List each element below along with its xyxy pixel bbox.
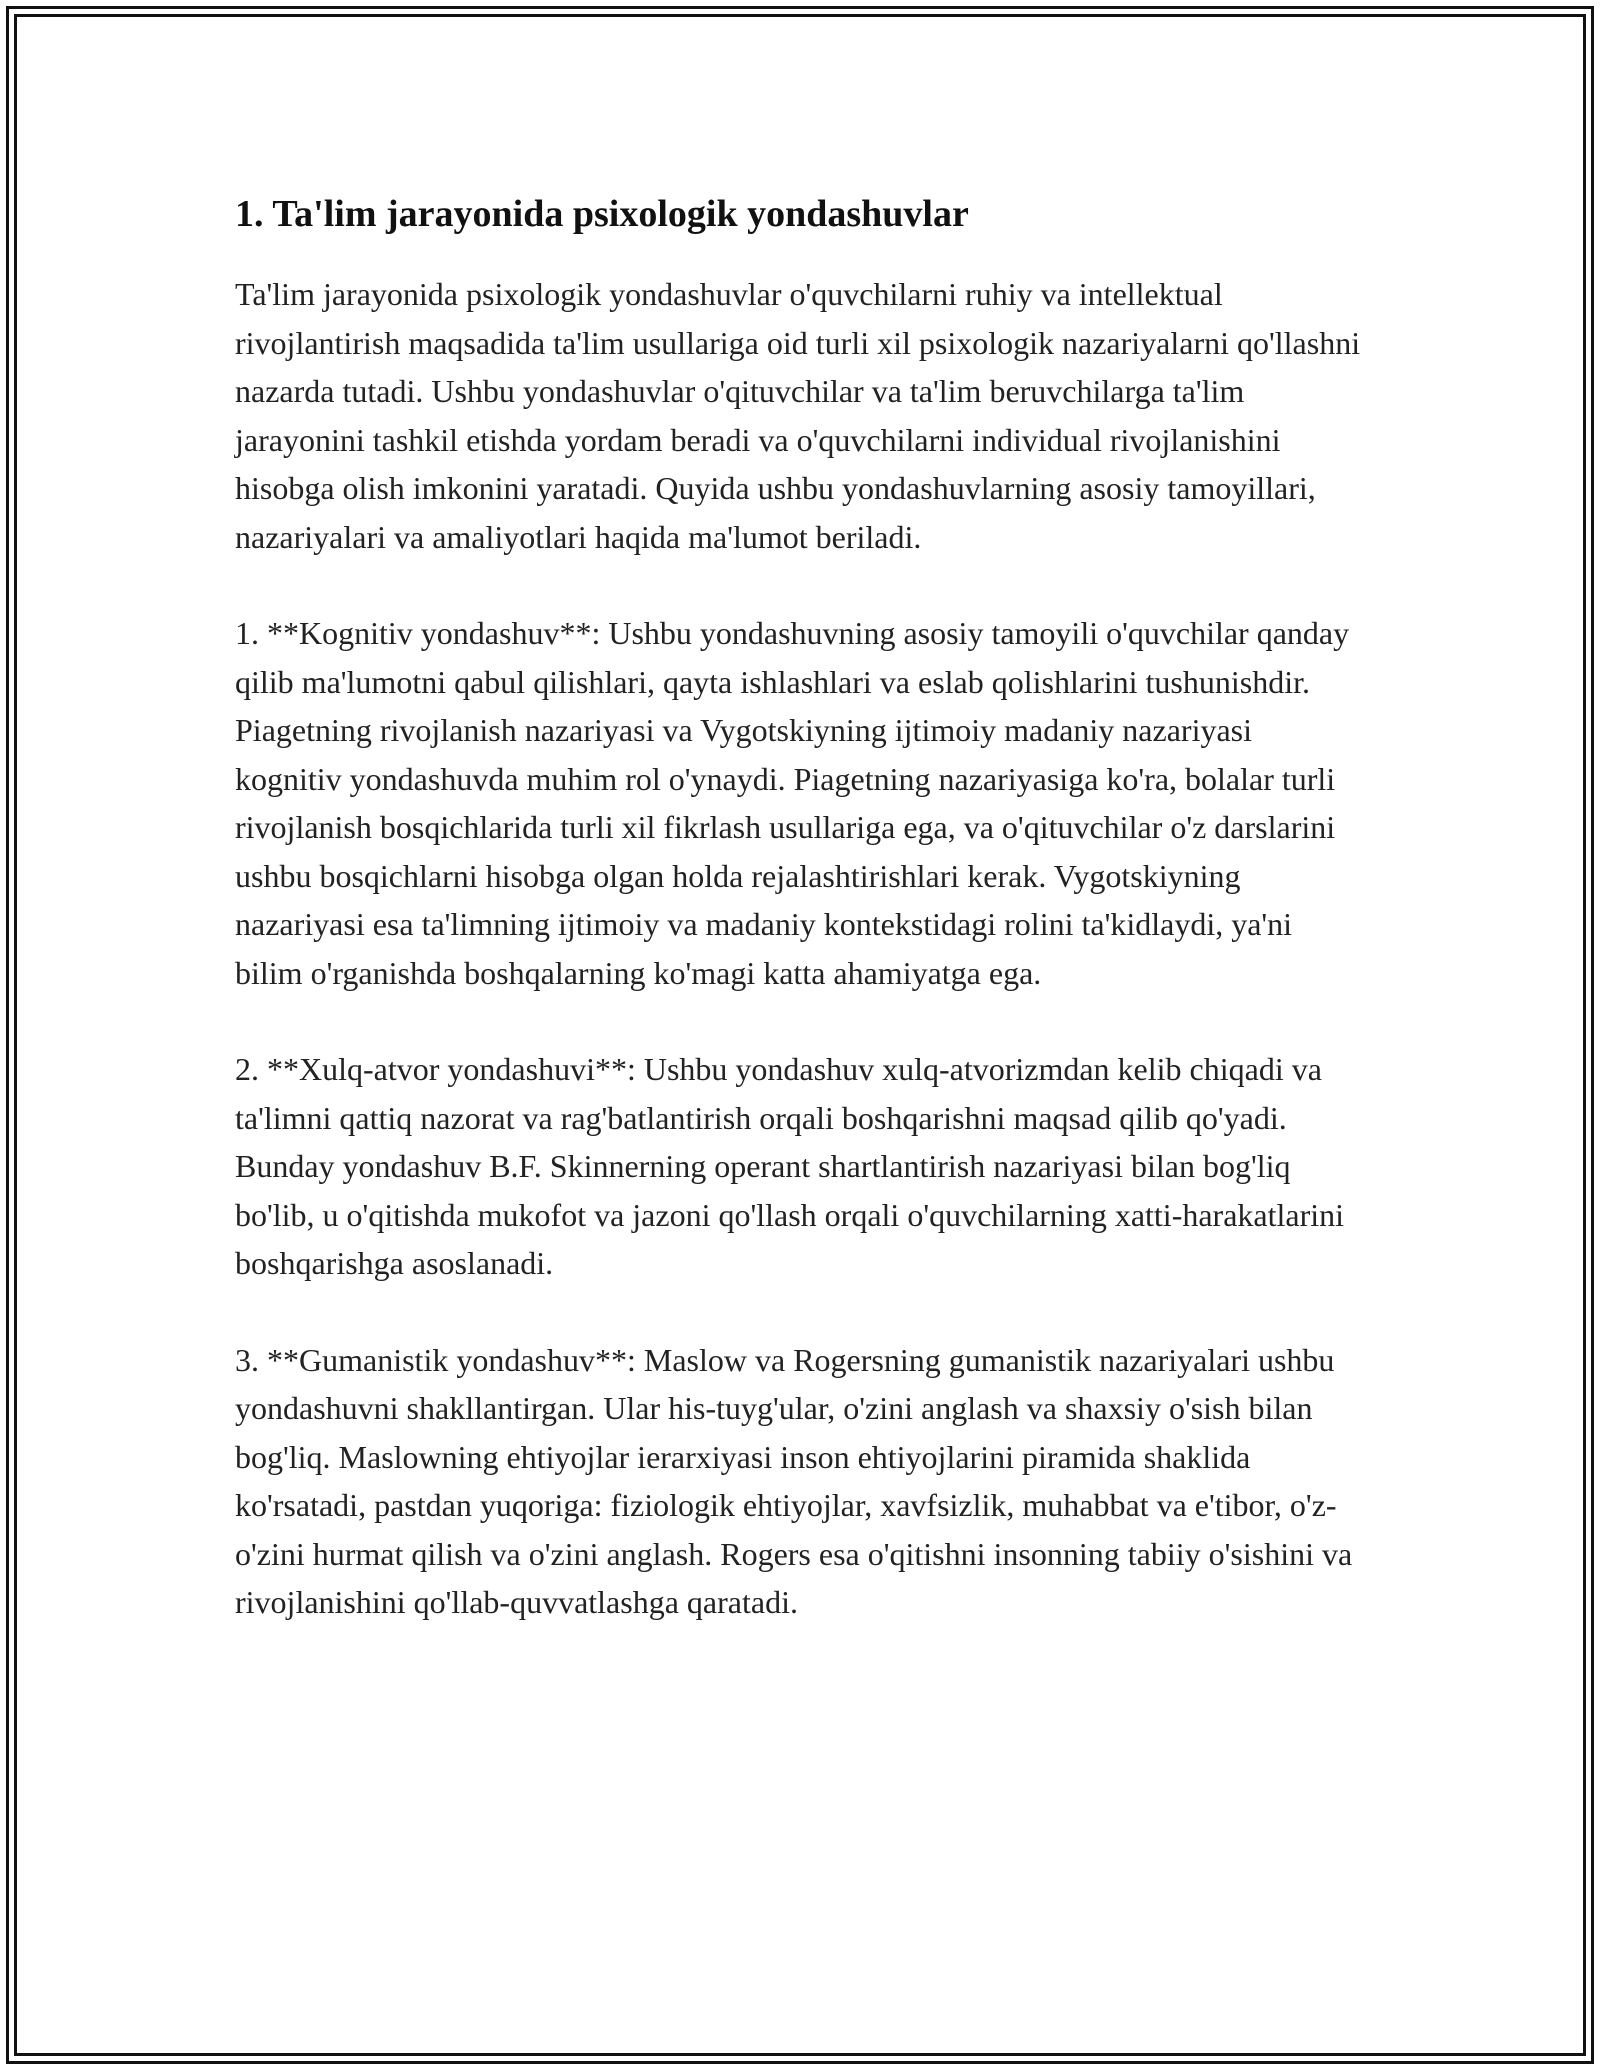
section-heading: 1. Ta'lim jarayonida psixologik yondashuvlar	[235, 193, 969, 235]
humanistic-approach-paragraph: 3. **Gumanistik yondashuv**: Maslow va Rogersning gumanistik nazariyalari ushbu yondashuvni shakllantirgan. Ular his-tuyg'ular, o'zini anglash va shaxsiy o'sish bilan bog'liq. Maslowning ehtiyojlar ierarxiyasi inson ehtiyojlarini piramida shaklida ko'rsatadi, pastdan yuqoriga: fiziologik ehtiyojlar, xavfsizlik, muhabbat va e'tibor, o'z-o'zini hurmat qilish va o'zini anglash. Rogers esa o'qitishni insonning tabiiy o'sishini va rivojlanishini qo'llab-quvvatlashga qaratadi.	[235, 1341, 1353, 1620]
document-body	[235, 186, 1365, 1675]
behavioral-approach-paragraph: 2. **Xulq-atvor yondashuvi**: Ushbu yondashuv xulq-atvorizmdan kelib chiqadi va ta'limni qattiq nazorat va rag'batlantirish orqali boshqarishni maqsad qilib qo'yadi. Bunday yondashuv B.F. Skinnerning operant shartlantirish nazariyasi bilan bog'liq bo'lib, u o'qitishda mukofot va jazoni qo'llash orqali o'quvchilarning xatti-harakatlarini boshqarishga asoslanadi.	[235, 1051, 1345, 1281]
intro-paragraph: Ta'lim jarayonida psixologik yondashuvlar o'quvchilarni ruhiy va intellektual rivojlantirish maqsadida ta'lim usullariga oid turli xil psixologik nazariyalarni qo'llashni nazarda tutadi. Ushbu yondashuvlar o'qituvchilar va ta'lim beruvchilarga ta'lim jarayonini tashkil etishda yordam beradi va o'quvchilarni individual rivojlanishini hisobga olish imkonini yaratadi. Quyida ushbu yondashuvlarning asosiy tamoyillari, nazariyalari va amaliyotlari haqida ma'lumot beriladi.	[235, 276, 1361, 555]
cognitive-approach-paragraph: 1. **Kognitiv yondashuv**: Ushbu yondashuvning asosiy tamoyili o'quvchilar qanday qilib ma'lumotni qabul qilishlari, qayta ishlashlari va eslab qolishlarini tushunishdir. Piagetning rivojlanish nazariyasi va Vygotskiyning ijtimoiy madaniy nazariyasi kognitiv yondashuvda muhim rol o'ynaydi. Piagetning nazariyasiga ko'ra, bolalar turli rivojlanish bosqichlarida turli xil fikrlash usullariga ega, va o'qituvchilar o'z darslarini ushbu bosqichlarni hisobga olgan holda rejalashtirishlari kerak. Vygotskiyning nazariyasi esa ta'limning ijtimoiy va madaniy kontekstidagi rolini ta'kidlaydi, ya'ni bilim o'rganishda boshqalarning ko'magi katta ahamiyatga ega.	[235, 615, 1350, 991]
